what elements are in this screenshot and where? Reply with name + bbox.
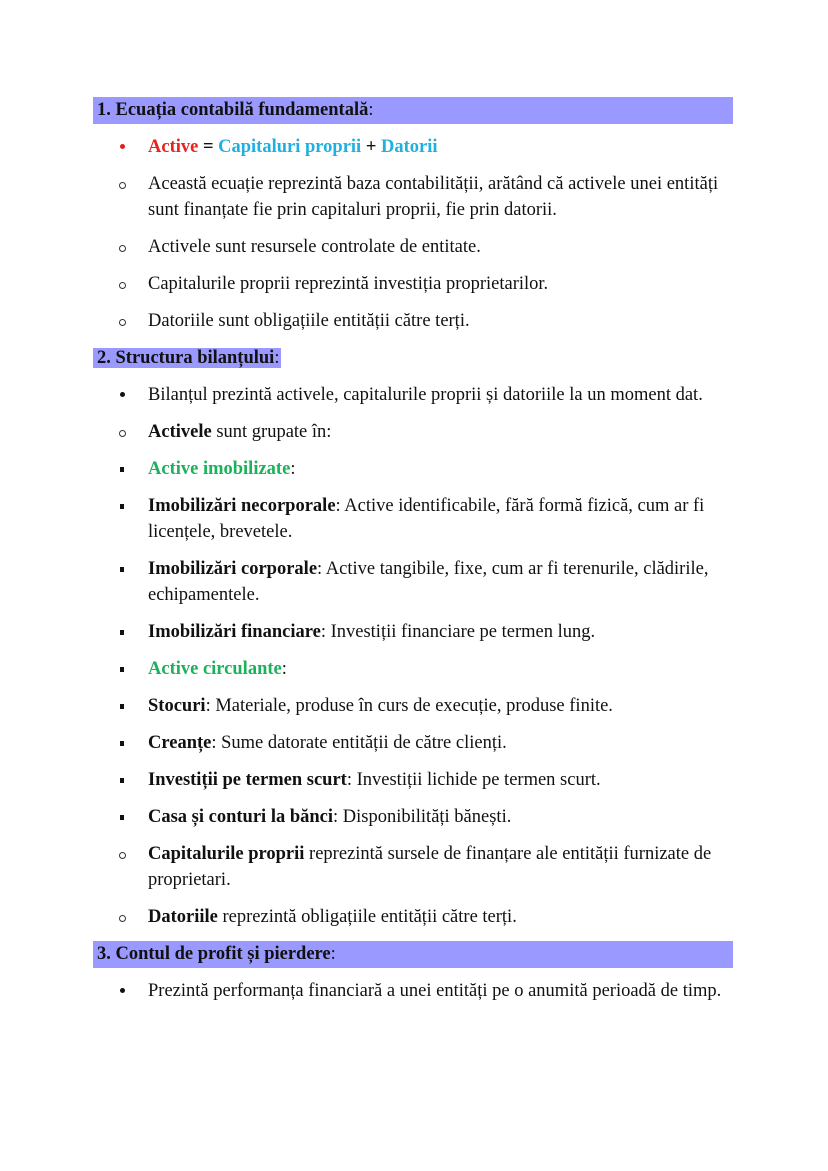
item-text: : Materiale, produse în curs de execuție, produse finite. [205,696,613,716]
bullet-square-icon [115,804,129,830]
list-item [93,656,733,682]
item-term: + [361,137,381,157]
bullet-circle-icon [115,841,129,867]
item-text: : Active tangibile, fixe, cum ar fi terenurile, clădirile, echipamentele. [148,559,709,605]
list-item [93,730,733,756]
list-item [93,493,733,545]
item-term: Stocuri [148,696,206,716]
list-item [93,841,733,893]
list-item [93,271,733,297]
item-text: reprezintă sursele de finanțare ale entității furnizate de proprietari. [148,844,712,890]
item-text: Bilanțul prezintă activele, capitalurile proprii și datoriile la un moment dat. [148,385,703,405]
item-term: Investiții pe termen scurt [148,770,347,790]
list-item [93,234,733,260]
item-text: reprezintă obligațiile entității către terți. [217,907,517,927]
bullet-square-icon [115,693,129,719]
list-item [93,134,733,160]
bullet-circle-icon [115,234,129,260]
bullet-square-icon [115,556,129,582]
item-text: sunt grupate în: [211,422,332,442]
item-text: : Investiții financiare pe termen lung. [320,622,596,642]
bullet-circle-icon [115,308,129,334]
section-title: 2. Structura bilanțului [97,348,275,368]
list-item [93,171,733,223]
item-term: Casa și conturi la bănci [148,807,334,827]
bullet-disc-icon [115,382,129,408]
item-term: Capitalurile proprii [148,844,305,864]
bullet-square-icon [115,619,129,645]
item-text: : [281,659,287,679]
list-item [93,693,733,719]
bullet-circle-icon [115,171,129,197]
item-term: Datorii [381,137,438,157]
section-heading-text [97,944,336,964]
bullet-square-icon [115,456,129,482]
item-text: Capitalurile proprii reprezintă investiția proprietarilor. [148,274,549,294]
item-text: : Investiții lichide pe termen scurt. [346,770,601,790]
list-item [93,978,733,1004]
item-term: Activele [148,422,212,442]
section-heading-text [97,100,374,120]
item-text: Activele sunt resursele controlate de entitate. [148,237,481,257]
list-item [93,556,733,608]
item-text: : [290,459,296,479]
section-title-colon: : [330,944,336,964]
section-heading [93,941,733,968]
item-text: Prezintă performanța financiară a unei entități pe o anumită perioadă de timp. [148,981,722,1001]
bullet-square-icon [115,493,129,519]
bullet-circle-icon [115,904,129,930]
list-item [93,619,733,645]
section-heading-text [93,348,281,368]
list-item [93,308,733,334]
item-text: : Active identificabile, fără formă fizică, cum ar fi licențele, brevetele. [148,496,705,542]
bullet-circle-icon [115,271,129,297]
list-item [93,382,733,408]
section-title-colon: : [368,100,374,120]
item-term: Active circulante [148,659,282,679]
bullet-disc-icon [115,134,129,160]
item-term: Imobilizări necorporale [148,496,336,516]
list-item [93,904,733,930]
section-title: 1. Ecuația contabilă fundamentală [97,100,369,120]
section-title: 3. Contul de profit și pierdere [97,944,331,964]
list-item [93,767,733,793]
bullet-square-icon [115,656,129,682]
item-term: Imobilizări corporale [148,559,318,579]
bullet-square-icon [115,730,129,756]
item-term: = [198,137,219,157]
bullet-square-icon [115,767,129,793]
section-heading [93,345,733,372]
item-term: Creanțe [148,733,212,753]
list-item [93,804,733,830]
item-text: : Sume datorate entității de către clienți. [211,733,507,753]
section-heading [93,97,733,124]
item-term: Active imobilizate [148,459,291,479]
section-title-colon: : [274,348,280,368]
item-text: Această ecuație reprezintă baza contabilității, arătând că activele unei entități sunt finanțate fie prin capitaluri proprii, fie prin datorii. [148,174,719,220]
item-term: Active [148,137,199,157]
item-term: Capitaluri proprii [218,137,362,157]
item-term: Datoriile [148,907,218,927]
item-term: Imobilizări financiare [148,622,321,642]
bullet-disc-icon [115,978,129,1004]
item-text: Datoriile sunt obligațiile entității către terți. [148,311,470,331]
document-page [93,97,733,1015]
list-item [93,456,733,482]
bullet-circle-icon [115,419,129,445]
list-item [93,419,733,445]
item-text: : Disponibilități bănești. [333,807,512,827]
